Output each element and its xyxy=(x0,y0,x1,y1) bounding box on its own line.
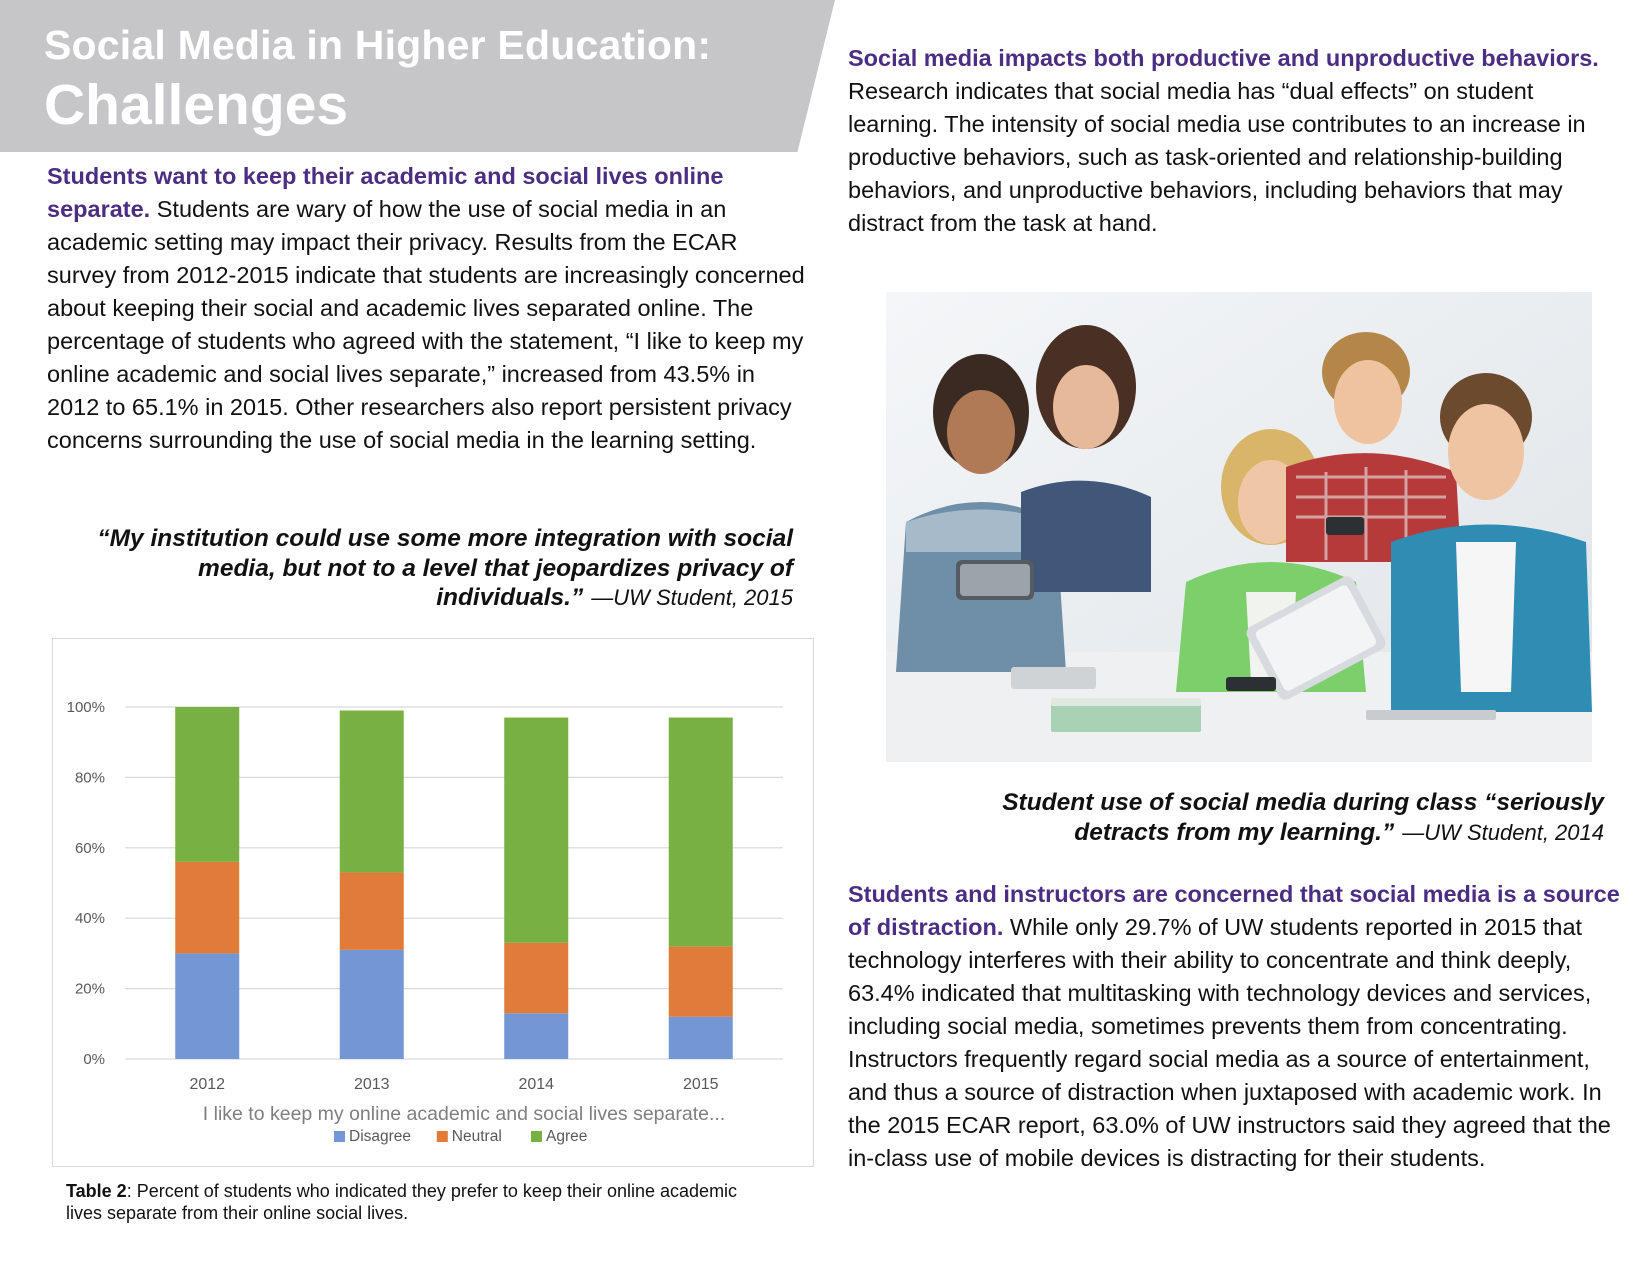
student-quote-2015 xyxy=(70,524,793,613)
privacy-body: Students are wary of how the use of social media in an academic setting may impact their privacy. Results from the ECAR survey from 2012-2015 indicate that students are increasingly concerned about keeping their social and academic lives separated online. The percentage of students who agreed with the statement, “I like to keep my online academic and social lives separate,” increased from 43.5% in 2012 to 65.1% in 2015. Other researchers also report persistent privacy concerns surrounding the use of social media in the learning setting. xyxy=(47,196,805,453)
legend-swatch-agree xyxy=(531,1131,542,1142)
distraction-body: While only 29.7% of UW students reported in 2015 that technology interferes with their ability to concentrate and think deeply, 63.4% indicated that multitasking with technology devices and services, including social media, sometimes prevents them from concentrating. Instructors frequently regard social media as a source of entertainment, and thus a source of distraction when juxtaposed with academic work. In the 2015 ECAR report, 63.0% of UW instructors said they agreed that the in-class use of mobile devices is distracting for their students. xyxy=(848,914,1611,1171)
x-tick-label: 2014 xyxy=(518,1076,555,1093)
quote-attribution: —UW Student, 2015 xyxy=(591,585,793,610)
bar-disagree-2014 xyxy=(504,1013,568,1059)
bar-disagree-2015 xyxy=(669,1017,733,1059)
caption-text: : Percent of students who indicated they prefer to keep their online academic lives separate from their online social lives. xyxy=(66,1181,738,1223)
legend-label-disagree: Disagree xyxy=(349,1128,412,1145)
bar-agree-2013 xyxy=(340,711,404,873)
x-tick-label: 2013 xyxy=(353,1076,390,1093)
students-photo xyxy=(886,292,1592,762)
students-with-devices-image xyxy=(886,292,1592,762)
y-tick-label: 0% xyxy=(83,1051,105,1068)
dual-effects-body: Research indicates that social media has “dual effects” on student learning. The intensity of social media use contributes to an increase in productive behaviors, such as task-oriented and relationship-building behaviors, and unproductive behaviors, including behaviors that may distract from the task at hand. xyxy=(848,78,1586,236)
legend-swatch-neutral xyxy=(437,1131,448,1142)
bar-neutral-2012 xyxy=(175,862,239,954)
stacked-bar-chart xyxy=(53,639,813,1166)
distraction-lead: Students and instructors are concerned that social media is a source of distraction. xyxy=(848,881,1620,940)
bar-neutral-2015 xyxy=(669,946,733,1016)
page-title-line1: Social Media in Higher Education: xyxy=(44,22,712,68)
student-quote-2014 xyxy=(960,788,1604,847)
privacy-lead: Students want to keep their academic and social lives online separate. xyxy=(47,163,724,222)
legend-label-agree: Agree xyxy=(546,1128,588,1145)
caption-label: Table 2 xyxy=(66,1181,127,1201)
y-tick-label: 80% xyxy=(74,769,105,787)
quote2-text: Student use of social media during class “seriously detracts from my learning.” xyxy=(1002,789,1604,846)
y-tick-label: 100% xyxy=(66,699,105,716)
privacy-paragraph xyxy=(47,160,807,457)
page-title-line2: Challenges xyxy=(44,73,349,137)
bar-disagree-2012 xyxy=(175,953,239,1059)
x-tick-label: 2015 xyxy=(682,1076,719,1093)
x-axis-label: I like to keep my online academic and social lives separate... xyxy=(202,1103,726,1125)
bar-disagree-2013 xyxy=(340,950,404,1059)
bar-agree-2014 xyxy=(504,718,568,943)
y-tick-label: 60% xyxy=(74,839,105,857)
bar-agree-2012 xyxy=(175,707,239,862)
dual-effects-lead: Social media impacts both productive and unproductive behaviors. xyxy=(848,45,1599,71)
chart-container xyxy=(52,638,814,1167)
quote2-attribution: —UW Student, 2014 xyxy=(1402,819,1604,845)
y-tick-label: 20% xyxy=(74,980,105,998)
bar-neutral-2014 xyxy=(504,943,568,1013)
dual-effects-paragraph xyxy=(848,42,1623,240)
bar-neutral-2013 xyxy=(340,872,404,949)
distraction-paragraph xyxy=(848,878,1623,1175)
quote-text: “My institution could use some more integration with social media, but not to a level that jeopardizes privacy of individuals.” xyxy=(97,525,793,611)
x-tick-label: 2012 xyxy=(189,1076,226,1093)
bar-agree-2015 xyxy=(669,718,733,947)
legend-swatch-disagree xyxy=(334,1131,345,1142)
legend-label-neutral: Neutral xyxy=(451,1128,502,1145)
y-tick-label: 40% xyxy=(74,910,105,928)
table-caption xyxy=(66,1180,766,1224)
